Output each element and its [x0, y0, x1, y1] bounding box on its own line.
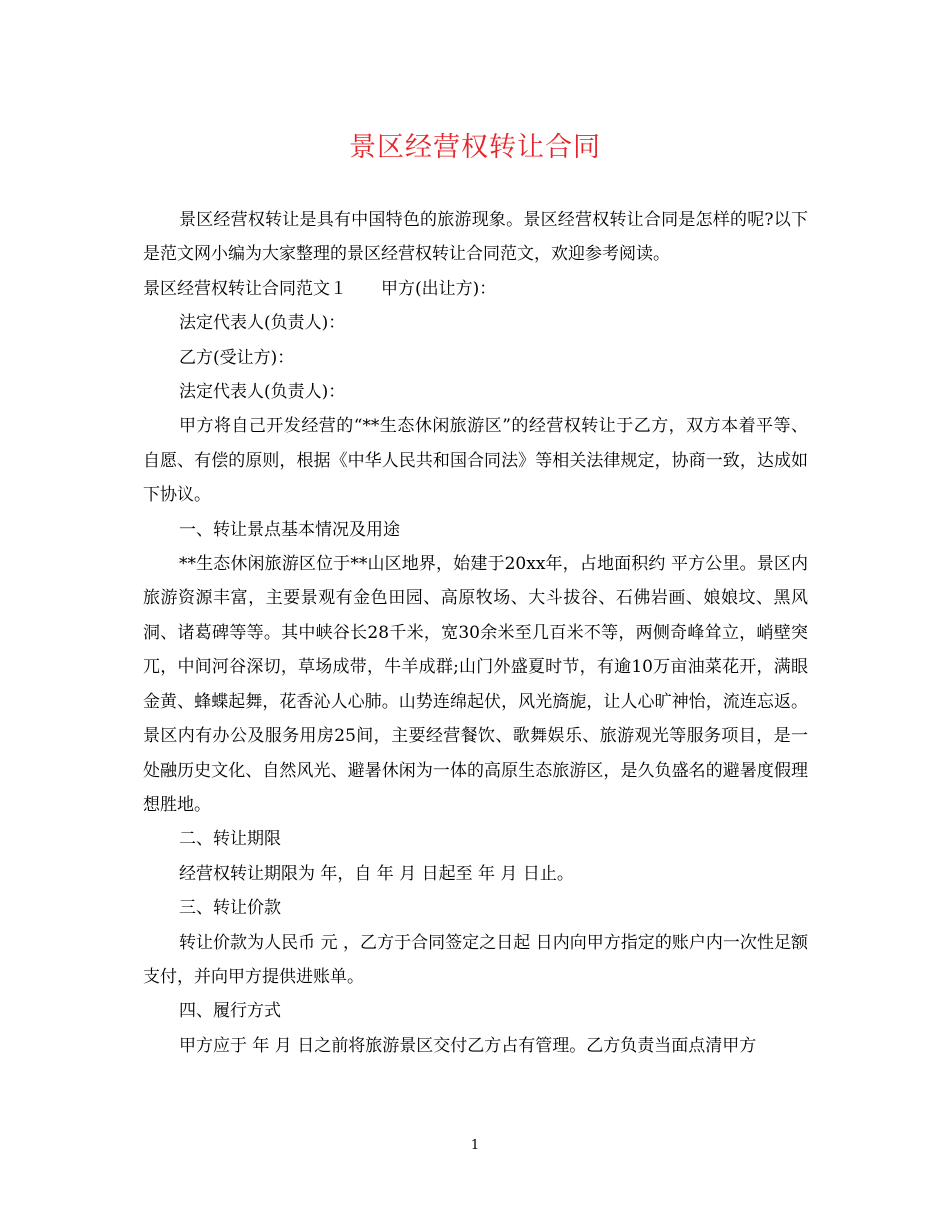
party-b-representative: 法定代表人(负责人)：	[179, 382, 346, 403]
page-number: 1	[470, 1138, 480, 1153]
sample-heading: 景区经营权转让合同范文１	[143, 278, 347, 299]
section-1-title: 一、转让景点基本情况及用途	[179, 519, 400, 540]
section-3-text: 转让价款为人民币 元 ，乙方于合同签定之日起 日内向甲方指定的账户内一次性足额支付，并向甲方提供进账单。	[143, 932, 808, 987]
section-4-text: 甲方应于 年 月 日之前将旅游景区交付乙方占有管理。乙方负责当面点清甲方	[179, 1035, 757, 1056]
document-body	[143, 203, 808, 1063]
section-1-text: **生态休闲旅游区位于**山区地界，始建于20xx年，占地面积约 平方公里。景区内旅游资源丰富，主要景观有金色田园、高原牧场、大斗拔谷、石佛岩画、娘娘坟、黑风洞、诸葛碑等等。其中峡谷长28千米，宽30余米至几百米不等，两侧奇峰耸立，峭壁突兀，中间河谷深切，草场成带，牛羊成群;山门外盛夏时节，有逾10万亩油菜花开，满眼金黄、蜂蝶起舞，花香沁人心肺。山势连绵起伏，风光旖旎，让人心旷神怡，流连忘返。景区内有办公及服务用房25间，主要经营餐饮、歌舞娱乐、旅游观光等服务项目，是一处融历史文化、自然风光、避暑休闲为一体的高原生态旅游区，是久负盛名的避暑度假理想胜地。	[143, 554, 808, 815]
section-2-title: 二、转让期限	[179, 829, 281, 850]
intro-paragraph: 景区经营权转让是具有中国特色的旅游现象。景区经营权转让合同是怎样的呢?以下是范文网小编为大家整理的景区经营权转让合同范文，欢迎参考阅读。	[143, 210, 808, 265]
section-3-title: 三、转让价款	[179, 898, 281, 919]
document-title: 景区经营权转让合同	[349, 132, 601, 163]
party-b-label: 乙方(受让方)：	[179, 347, 295, 368]
party-a-representative: 法定代表人(负责人)：	[179, 313, 346, 334]
preamble-paragraph: 甲方将自己开发经营的“**生态休闲旅游区”的经营权转让于乙方，双方本着平等、自愿、有偿的原则，根据《中华人民共和国合同法》等相关法律规定，协商一致，达成如下协议。	[143, 416, 808, 506]
party-a-label: 甲方(出让方)：	[381, 278, 497, 299]
sample-heading-line	[143, 272, 808, 306]
section-4-title: 四、履行方式	[179, 1001, 281, 1022]
section-2-text: 经营权转让期限为 年，自 年 月 日起至 年 月 日止。	[179, 863, 574, 884]
